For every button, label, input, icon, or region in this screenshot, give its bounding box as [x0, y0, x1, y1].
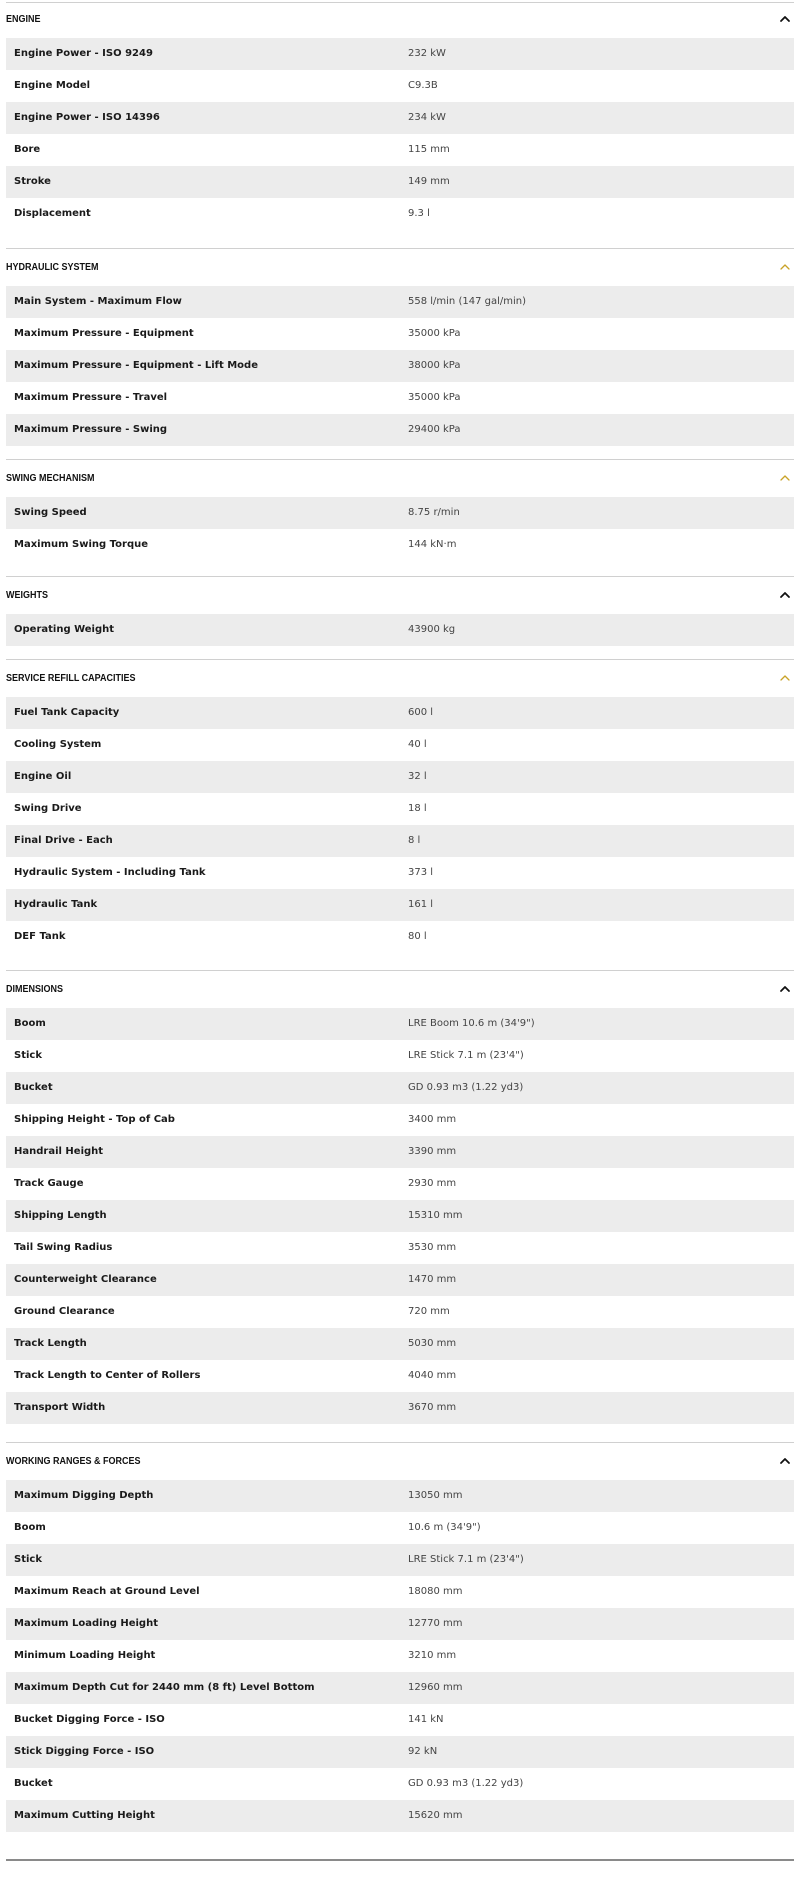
spec-value: 35000 kPa — [408, 392, 461, 403]
section-swing-mechanism — [0, 463, 800, 561]
spec-value: 600 l — [408, 707, 434, 718]
spec-label: Fuel Tank Capacity — [14, 707, 120, 718]
spec-value: 35000 kPa — [408, 328, 461, 339]
chevron-up-icon[interactable] — [778, 12, 792, 26]
section-title: HYDRAULIC SYSTEM — [6, 262, 99, 273]
spec-label: Track Gauge — [14, 1178, 84, 1189]
spec-value: 234 kW — [408, 112, 446, 123]
spec-label: Shipping Height - Top of Cab — [14, 1114, 175, 1125]
spec-value: 92 kN — [408, 1746, 438, 1757]
chevron-up-icon[interactable] — [778, 260, 792, 274]
spec-row — [6, 198, 794, 230]
section-divider — [6, 1442, 794, 1443]
spec-label: Tail Swing Radius — [14, 1242, 113, 1253]
spec-label: Displacement — [14, 208, 91, 219]
spec-label: Shipping Length — [14, 1210, 107, 1221]
spec-value: 1470 mm — [408, 1274, 457, 1285]
spec-value: 80 l — [408, 931, 427, 942]
spec-row — [6, 1168, 794, 1200]
section-dimensions — [0, 974, 800, 1424]
spec-label: Engine Power - ISO 14396 — [14, 112, 160, 123]
spec-label: Maximum Depth Cut for 2440 mm (8 ft) Level Bottom — [14, 1682, 315, 1693]
section-divider — [6, 970, 794, 971]
spec-label: Track Length to Center of Rollers — [14, 1370, 201, 1381]
spec-label: Boom — [14, 1018, 46, 1029]
spec-row — [6, 1040, 794, 1072]
spec-value: 232 kW — [408, 48, 446, 59]
spec-row — [6, 350, 794, 382]
spec-value: 161 l — [408, 899, 434, 910]
spec-row — [6, 761, 794, 793]
spec-label: Maximum Loading Height — [14, 1618, 158, 1629]
spec-row — [6, 497, 794, 529]
section-header-service-refill-capacities[interactable] — [6, 663, 794, 697]
spec-value: 3530 mm — [408, 1242, 457, 1253]
spec-value: 8 l — [408, 835, 421, 846]
spec-label: Cooling System — [14, 739, 102, 750]
spec-value: 18 l — [408, 803, 427, 814]
spec-label: Swing Speed — [14, 507, 87, 518]
section-service-refill-capacities — [0, 663, 800, 953]
spec-label: Maximum Pressure - Equipment - Lift Mode — [14, 360, 258, 371]
section-title: DIMENSIONS — [6, 984, 64, 995]
spec-row — [6, 921, 794, 953]
spec-label: Minimum Loading Height — [14, 1650, 156, 1661]
section-hydraulic-system — [0, 252, 800, 446]
spec-label: Bucket Digging Force - ISO — [14, 1714, 165, 1725]
section-divider — [6, 576, 794, 577]
spec-value: 558 l/min (147 gal/min) — [408, 296, 526, 307]
spec-label: Maximum Pressure - Equipment — [14, 328, 194, 339]
spec-row — [6, 414, 794, 446]
spec-value: 3210 mm — [408, 1650, 457, 1661]
spec-value: 8.75 r/min — [408, 507, 460, 518]
spec-row — [6, 1072, 794, 1104]
spec-label: Swing Drive — [14, 803, 82, 814]
spec-row — [6, 134, 794, 166]
spec-value: 2930 mm — [408, 1178, 457, 1189]
section-divider — [6, 659, 794, 660]
spec-label: Maximum Cutting Height — [14, 1810, 155, 1821]
spec-row — [6, 1200, 794, 1232]
spec-label: DEF Tank — [14, 931, 66, 942]
spec-label: Handrail Height — [14, 1146, 104, 1157]
spec-row — [6, 1640, 794, 1672]
spec-label: Engine Oil — [14, 771, 72, 782]
spec-row — [6, 1608, 794, 1640]
spec-value: 3400 mm — [408, 1114, 457, 1125]
spec-row — [6, 1328, 794, 1360]
spec-label: Operating Weight — [14, 624, 115, 635]
spec-value: 5030 mm — [408, 1338, 457, 1349]
spec-label: Engine Model — [14, 80, 91, 91]
spec-value: 149 mm — [408, 176, 450, 187]
spec-value: 29400 kPa — [408, 424, 461, 435]
spec-row — [6, 614, 794, 646]
spec-row — [6, 1232, 794, 1264]
spec-label: Maximum Pressure - Travel — [14, 392, 168, 403]
section-header-working-ranges-and-forces[interactable] — [6, 1446, 794, 1480]
spec-row — [6, 286, 794, 318]
spec-label: Final Drive - Each — [14, 835, 113, 846]
spec-value: GD 0.93 m3 (1.22 yd3) — [408, 1778, 524, 1789]
spec-row — [6, 1736, 794, 1768]
spec-value: 115 mm — [408, 144, 450, 155]
spec-row — [6, 857, 794, 889]
spec-value: C9.3B — [408, 80, 438, 91]
spec-value: LRE Boom 10.6 m (34'9") — [408, 1018, 535, 1029]
spec-table — [6, 38, 794, 230]
spec-value: 3390 mm — [408, 1146, 457, 1157]
spec-row — [6, 1576, 794, 1608]
spec-value: GD 0.93 m3 (1.22 yd3) — [408, 1082, 524, 1093]
spec-value: 720 mm — [408, 1306, 450, 1317]
spec-label: Maximum Swing Torque — [14, 539, 148, 550]
spec-row — [6, 70, 794, 102]
top-divider — [6, 2, 794, 3]
chevron-up-icon[interactable] — [778, 1454, 792, 1468]
chevron-up-icon[interactable] — [778, 588, 792, 602]
spec-row — [6, 825, 794, 857]
spec-label: Bucket — [14, 1778, 53, 1789]
spec-row — [6, 1104, 794, 1136]
spec-row — [6, 102, 794, 134]
chevron-up-icon[interactable] — [778, 471, 792, 485]
spec-value: 13050 mm — [408, 1490, 463, 1501]
spec-label: Track Length — [14, 1338, 87, 1349]
section-header-dimensions[interactable] — [6, 974, 794, 1008]
spec-value: LRE Stick 7.1 m (23'4") — [408, 1554, 524, 1565]
spec-label: Stick Digging Force - ISO — [14, 1746, 155, 1757]
spec-value: 144 kN·m — [408, 539, 457, 550]
spec-label: Hydraulic Tank — [14, 899, 98, 910]
spec-value: 18080 mm — [408, 1586, 463, 1597]
spec-value: 38000 kPa — [408, 360, 461, 371]
spec-row — [6, 529, 794, 561]
spec-row — [6, 166, 794, 198]
spec-table — [6, 286, 794, 446]
spec-row — [6, 382, 794, 414]
spec-row — [6, 1136, 794, 1168]
spec-row — [6, 1392, 794, 1424]
spec-row — [6, 697, 794, 729]
spec-table — [6, 497, 794, 561]
spec-value: 373 l — [408, 867, 434, 878]
spec-label: Stick — [14, 1554, 42, 1565]
spec-row — [6, 729, 794, 761]
spec-row — [6, 1360, 794, 1392]
chevron-up-icon[interactable] — [778, 671, 792, 685]
spec-value: 4040 mm — [408, 1370, 457, 1381]
spec-row — [6, 889, 794, 921]
spec-label: Maximum Reach at Ground Level — [14, 1586, 200, 1597]
spec-value: 141 kN — [408, 1714, 444, 1725]
section-header-hydraulic-system[interactable] — [6, 252, 794, 286]
bottom-divider — [6, 1859, 794, 1861]
spec-row — [6, 1768, 794, 1800]
spec-table — [6, 697, 794, 953]
spec-row — [6, 38, 794, 70]
spec-row — [6, 1704, 794, 1736]
spec-value: 12770 mm — [408, 1618, 463, 1629]
spec-row — [6, 1296, 794, 1328]
spec-value: 40 l — [408, 739, 427, 750]
spec-value: LRE Stick 7.1 m (23'4") — [408, 1050, 524, 1061]
spec-row — [6, 1008, 794, 1040]
spec-value: 15620 mm — [408, 1810, 463, 1821]
spec-value: 9.3 l — [408, 208, 430, 219]
spec-value: 15310 mm — [408, 1210, 463, 1221]
section-working-ranges-and-forces — [0, 1446, 800, 1832]
spec-table — [6, 1480, 794, 1832]
section-title: SERVICE REFILL CAPACITIES — [6, 673, 136, 684]
chevron-up-icon[interactable] — [778, 982, 792, 996]
section-divider — [6, 248, 794, 249]
spec-label: Engine Power - ISO 9249 — [14, 48, 153, 59]
spec-row — [6, 1672, 794, 1704]
spec-value: 10.6 m (34'9") — [408, 1522, 481, 1533]
spec-label: Main System - Maximum Flow — [14, 296, 182, 307]
spec-label: Boom — [14, 1522, 46, 1533]
section-title: SWING MECHANISM — [6, 473, 95, 484]
section-title: WORKING RANGES & FORCES — [6, 1456, 141, 1467]
spec-table — [6, 614, 794, 646]
spec-label: Hydraulic System - Including Tank — [14, 867, 206, 878]
section-header-weights[interactable] — [6, 580, 794, 614]
spec-label: Stick — [14, 1050, 42, 1061]
section-title: ENGINE — [6, 14, 41, 25]
spec-row — [6, 1800, 794, 1832]
spec-value: 32 l — [408, 771, 427, 782]
section-engine — [0, 4, 800, 230]
section-divider — [6, 459, 794, 460]
spec-label: Bore — [14, 144, 41, 155]
section-header-engine[interactable] — [6, 4, 794, 38]
spec-row — [6, 1512, 794, 1544]
spec-value: 3670 mm — [408, 1402, 457, 1413]
section-header-swing-mechanism[interactable] — [6, 463, 794, 497]
spec-label: Maximum Digging Depth — [14, 1490, 154, 1501]
spec-label: Transport Width — [14, 1402, 106, 1413]
spec-label: Stroke — [14, 176, 51, 187]
spec-value: 12960 mm — [408, 1682, 463, 1693]
spec-value: 43900 kg — [408, 624, 456, 635]
spec-row — [6, 1544, 794, 1576]
spec-label: Maximum Pressure - Swing — [14, 424, 168, 435]
spec-row — [6, 793, 794, 825]
spec-label: Counterweight Clearance — [14, 1274, 157, 1285]
section-title: WEIGHTS — [6, 590, 49, 601]
spec-row — [6, 318, 794, 350]
spec-label: Bucket — [14, 1082, 53, 1093]
spec-label: Ground Clearance — [14, 1306, 115, 1317]
spec-row — [6, 1480, 794, 1512]
spec-table — [6, 1008, 794, 1424]
spec-row — [6, 1264, 794, 1296]
section-weights — [0, 580, 800, 646]
